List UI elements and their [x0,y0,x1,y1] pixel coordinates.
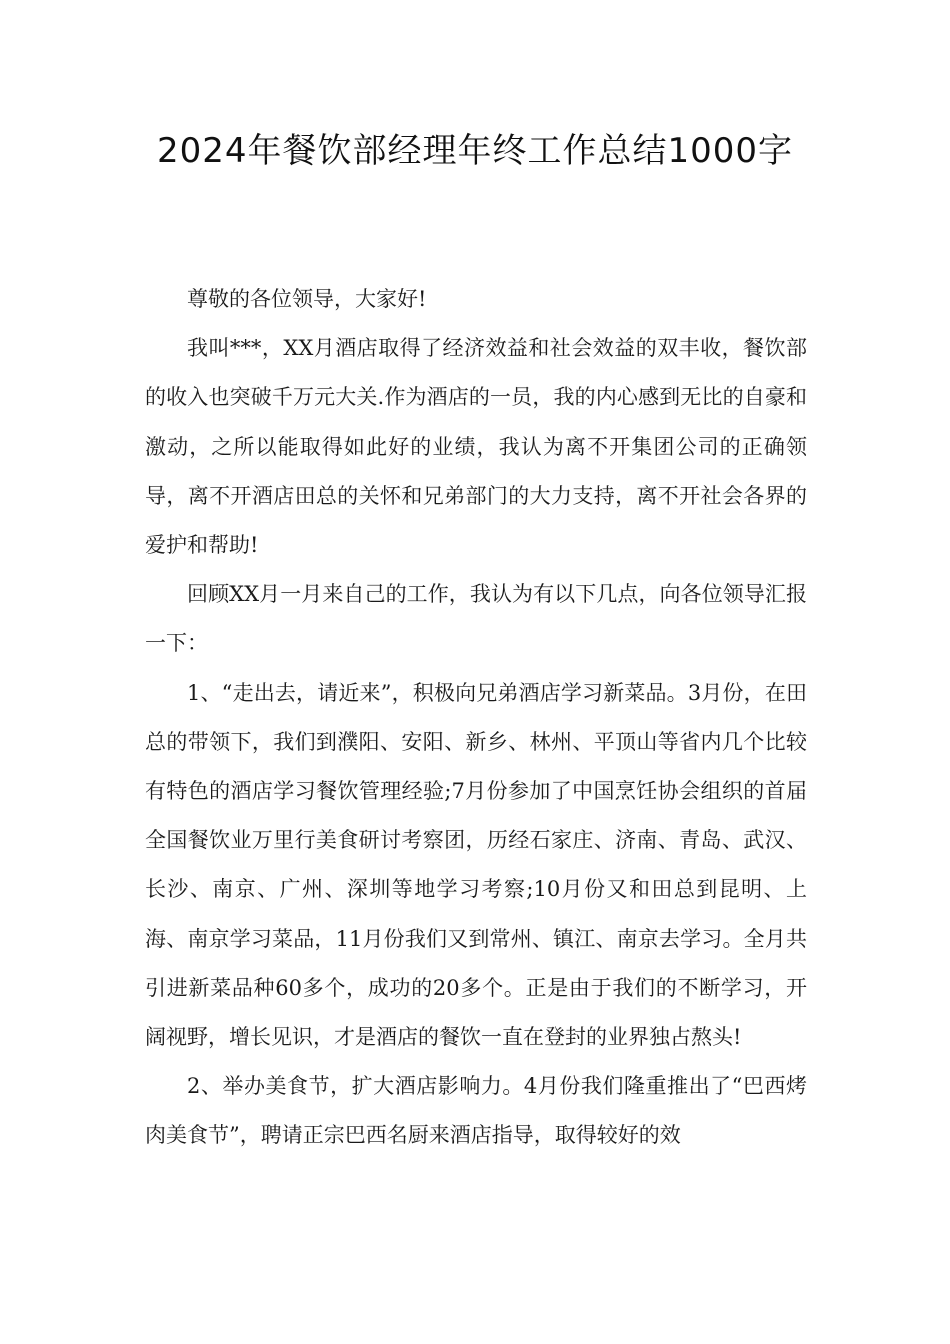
document-title: 2024年餐饮部经理年终工作总结1000字 [156,131,794,171]
paragraph-review: 回顾XX月一月来自己的工作，我认为有以下几点，向各位领导汇报一下： [145,582,807,656]
paragraph-point-1: 1、“走出去，请近来”，积极向兄弟酒店学习新菜品。3月份，在田总的带领下，我们到濮阳、安阳、新乡、林州、平顶山等省内几个比较有特色的酒店学习餐饮管理经验;7月份参加了中国烹饪协会组织的首届全国餐饮业万里行美食研讨考察团，历经石家庄、济南、青岛、武汉、长沙、南京、广州、深圳等地学习考察;10月份又和田总到昆明、上海、南京学习菜品，11月份我们又到常州、镇江、南京去学习。全月共引进新菜品种60多个，成功的20多个。正是由于我们的不断学习，开阔视野，增长见识，才是酒店的餐饮一直在登封的业界独占熬头! [145,680,807,1050]
paragraph-greeting: 尊敬的各位领导，大家好! [187,287,427,311]
paragraph-introduction: 我叫***，XX月酒店取得了经济效益和社会效益的双丰收，餐饮部的收入也突破千万元大关.作为酒店的一员，我的内心感到无比的自豪和激动，之所以能取得如此好的业绩，我认为离不开集团公司的正确领导，离不开酒店田总的关怀和兄弟部门的大力支持，离不开社会各界的爱护和帮助! [145,336,807,558]
paragraph-point-2: 2、举办美食节，扩大酒店影响力。4月份我们隆重推出了“巴西烤肉美食节”，聘请正宗巴西名厨来酒店指导，取得较好的效 [145,1074,807,1148]
document-body [145,275,807,1161]
